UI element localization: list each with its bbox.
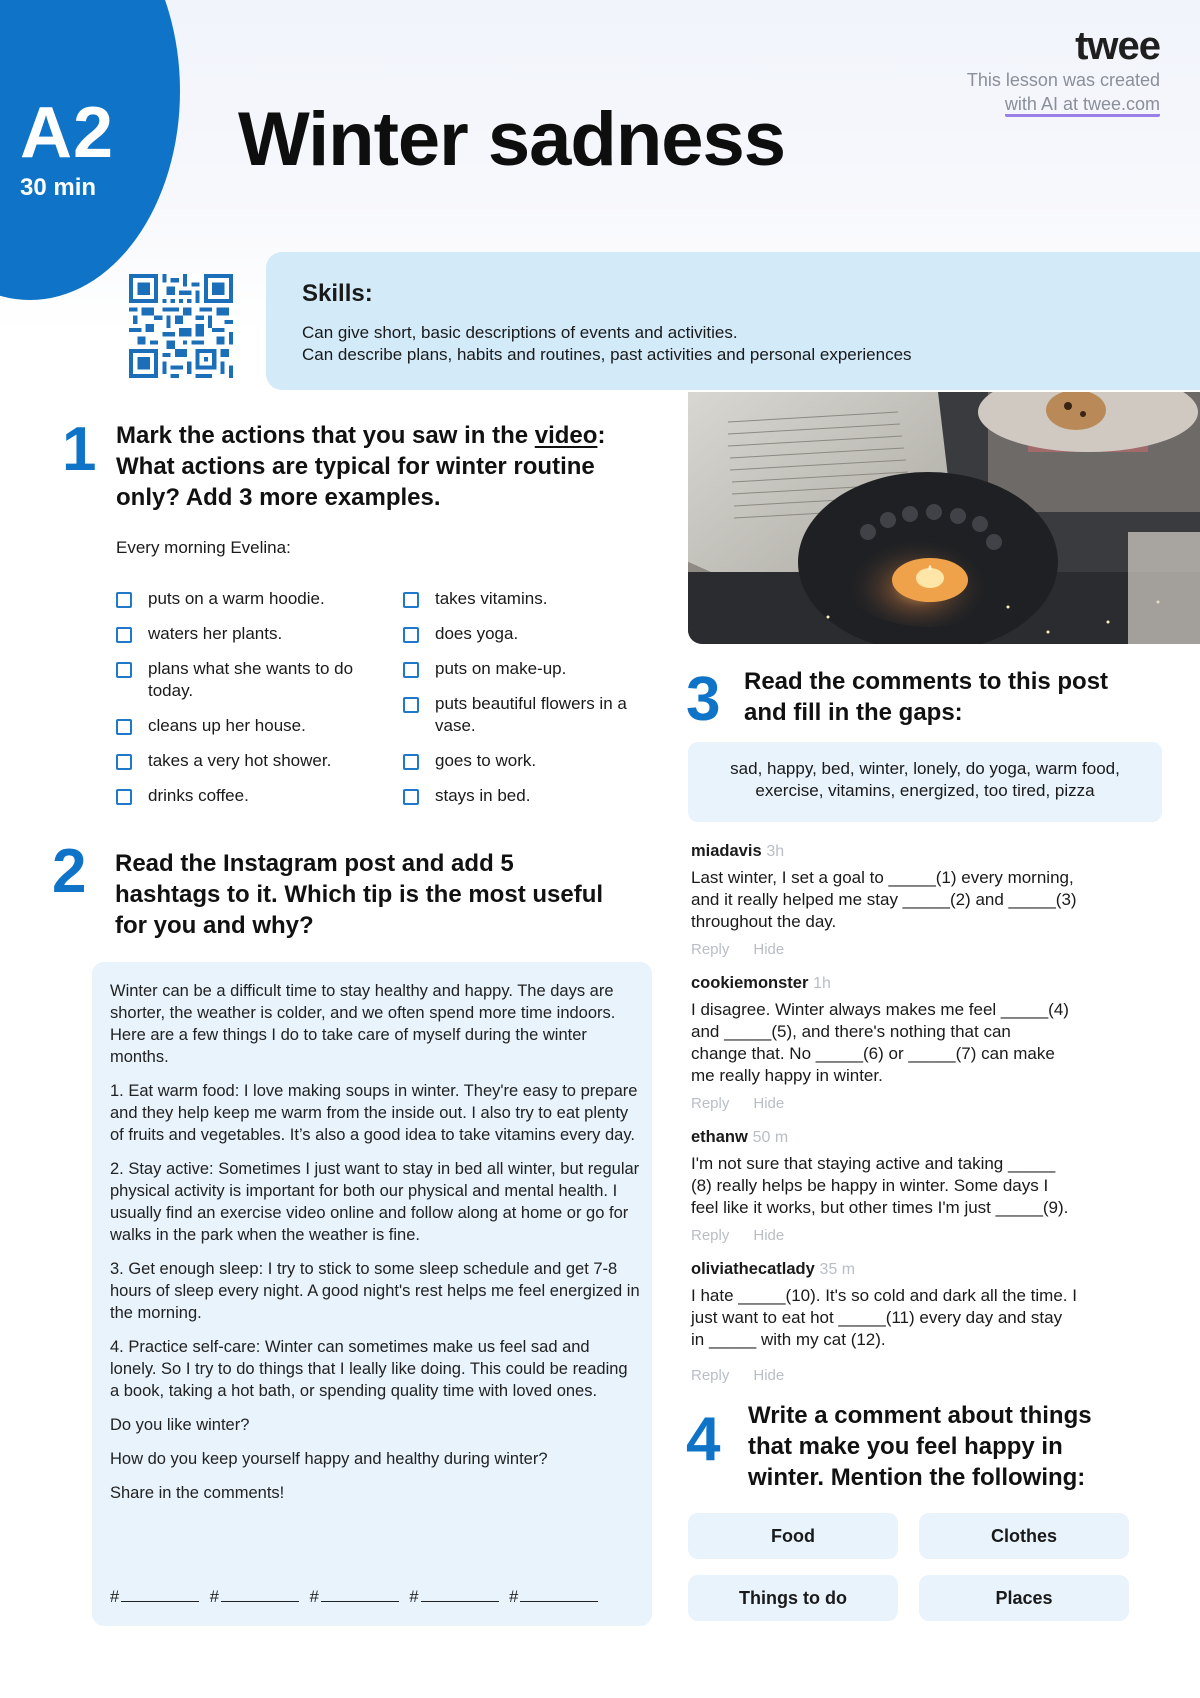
comment-line: Last winter, I set a goal to _____(1) every morning,: [691, 868, 1074, 887]
comment-username[interactable]: ethanw: [691, 1128, 748, 1146]
checklist-item[interactable]: [403, 785, 653, 807]
checklist-item[interactable]: [403, 658, 653, 680]
comment: [691, 840, 1131, 961]
section-4-number: 4: [686, 1405, 721, 1474]
skills-panel: [266, 252, 1200, 390]
hide-button[interactable]: Hide: [753, 1095, 785, 1112]
checkbox[interactable]: [116, 789, 132, 805]
checklist-item[interactable]: [403, 693, 633, 737]
skills-list: [302, 322, 912, 366]
hash-symbol: #: [409, 1588, 419, 1606]
comment-line: feel like it works, but other times I'm just _____(9).: [691, 1198, 1069, 1217]
qr-code-icon[interactable]: [129, 274, 233, 378]
post-paragraph: 4. Practice self-care: Winter can sometimes make us feel sad and lonely. So I try to do things that I leally like doing. This could be reading a book, taking a hot bath, or spending quality time with loved ones.: [110, 1338, 628, 1400]
title-text: :: [597, 422, 606, 449]
checklist-item[interactable]: [403, 623, 653, 645]
comment-line: me really happy in winter.: [691, 1066, 883, 1085]
comment: [691, 1258, 1131, 1387]
hashtag-input[interactable]: [221, 1587, 299, 1602]
checkbox[interactable]: [403, 697, 419, 713]
level-label: A2: [20, 93, 115, 173]
post-paragraph: Winter can be a difficult time to stay healthy and happy. The days are shorter, the weather is colder, and we often spend more time indoors. Here are a few things I do to take care of myself during the winter months.: [110, 982, 616, 1066]
chip-food[interactable]: Food: [688, 1513, 898, 1559]
checkbox[interactable]: [403, 627, 419, 643]
comment: [691, 972, 1131, 1115]
hashtag-blanks: [110, 1587, 604, 1607]
comment-time: 3h: [766, 843, 785, 860]
title-text: winter. Mention the following:: [748, 1464, 1086, 1491]
section-3-number: 3: [686, 665, 721, 734]
comment-line: I hate _____(10). It's so cold and dark all the time. I: [691, 1286, 1077, 1305]
section-1-title: [116, 420, 676, 513]
section-4-title: [748, 1400, 1188, 1493]
section-2-number: 2: [52, 837, 87, 906]
hide-button[interactable]: Hide: [753, 1367, 785, 1384]
checklist-item[interactable]: [116, 658, 386, 702]
comment-line: I'm not sure that staying active and taking _____: [691, 1154, 1056, 1173]
title-text: What actions are typical for winter routine: [116, 453, 595, 480]
comment: [691, 1126, 1131, 1247]
checkbox[interactable]: [403, 662, 419, 678]
comment-time: 35 m: [819, 1261, 856, 1278]
item-label: does yoga.: [435, 624, 519, 643]
word-bank-line: exercise, vitamins, energized, too tired, pizza: [755, 781, 1095, 800]
item-label: takes a very hot shower.: [148, 751, 332, 770]
comment-line: and it really helped me stay _____(2) and _____(3): [691, 890, 1077, 909]
post-body: [110, 980, 640, 1516]
hash-symbol: #: [509, 1588, 519, 1606]
checkbox[interactable]: [403, 789, 419, 805]
hash-symbol: #: [209, 1588, 219, 1606]
checklist-item[interactable]: [116, 715, 406, 737]
checklist-item[interactable]: [116, 588, 406, 610]
checklist-item[interactable]: [403, 750, 653, 772]
chip-clothes[interactable]: Clothes: [919, 1513, 1129, 1559]
comment-text: [691, 1153, 1131, 1219]
instagram-post: [92, 962, 652, 1626]
skills-title: Skills:: [302, 280, 373, 307]
comment-line: just want to eat hot _____(11) every day and stay: [691, 1308, 1063, 1327]
comment-line: and _____(5), and there's nothing that can: [691, 1022, 1011, 1041]
skill-line: Can describe plans, habits and routines, past activities and personal experiences: [302, 345, 912, 364]
word-bank: [688, 742, 1162, 822]
twee-logo[interactable]: twee: [1075, 24, 1160, 68]
item-label: cleans up her house.: [148, 716, 306, 735]
checklist-item[interactable]: [403, 588, 653, 610]
hashtag-input[interactable]: [321, 1587, 399, 1602]
checkbox[interactable]: [116, 627, 132, 643]
item-label: waters her plants.: [148, 624, 283, 643]
checklist-item[interactable]: [116, 785, 406, 807]
item-label: stays in bed.: [435, 786, 531, 805]
comment-text: [691, 1285, 1131, 1351]
checkbox[interactable]: [116, 662, 132, 678]
hide-button[interactable]: Hide: [753, 941, 785, 958]
hashtag-input[interactable]: [421, 1587, 499, 1602]
item-label: goes to work.: [435, 751, 537, 770]
title-text: that make you feel happy in: [748, 1433, 1063, 1460]
hash-symbol: #: [309, 1588, 319, 1606]
title-text: Mark the actions that you saw in the: [116, 422, 535, 449]
item-label: plans what she wants to do today.: [148, 659, 354, 700]
comment-text: [691, 867, 1131, 933]
chip-places[interactable]: Places: [919, 1575, 1129, 1621]
video-link[interactable]: video: [534, 422, 598, 449]
winter-book-candle-photo: [688, 392, 1200, 644]
section-3-title: [744, 666, 1184, 728]
reply-button[interactable]: Reply: [691, 1367, 730, 1384]
skill-line: Can give short, basic descriptions of events and activities.: [302, 323, 738, 342]
checkbox[interactable]: [403, 754, 419, 770]
post-paragraph: 3. Get enough sleep: I try to stick to some sleep schedule and get 7-8 hours of sleep every night. A good night's rest helps me feel energized in the morning.: [110, 1260, 640, 1322]
reply-button[interactable]: Reply: [691, 1095, 730, 1112]
post-paragraph: Share in the comments!: [110, 1484, 285, 1502]
page-title: Winter sadness: [238, 97, 786, 182]
duration-label: 30 min: [20, 174, 97, 201]
comment-username[interactable]: miadavis: [691, 842, 762, 860]
reply-button[interactable]: Reply: [691, 941, 730, 958]
credit-line-1: This lesson was created: [966, 70, 1160, 90]
checkbox[interactable]: [116, 592, 132, 608]
comment-text: [691, 999, 1131, 1087]
item-label: puts beautiful flowers in a vase.: [435, 694, 627, 735]
credit-link[interactable]: with AI at twee.com: [1005, 94, 1160, 117]
comment-line: in _____ with my cat (12).: [691, 1330, 886, 1349]
hashtag-input[interactable]: [121, 1587, 199, 1602]
post-paragraph: Do you like winter?: [110, 1416, 250, 1434]
section-2-title: [115, 848, 675, 941]
comment-line: I disagree. Winter always makes me feel _____(4): [691, 1000, 1069, 1019]
post-paragraph: 2. Stay active: Sometimes I just want to stay in bed all winter, but regular physical activity is important for both our physical and mental health. I usually find an exercise video online and follow along at home or go for walks in the park when the weather is fine.: [110, 1160, 640, 1244]
hide-button[interactable]: Hide: [753, 1227, 785, 1244]
task-intro: Every morning Evelina:: [116, 538, 291, 557]
comment-line: (8) really helps be happy in winter. Some days I: [691, 1176, 1049, 1195]
comment-time: 50 m: [752, 1129, 789, 1146]
comment-line: throughout the day.: [691, 912, 837, 931]
item-label: takes vitamins.: [435, 589, 548, 608]
word-bank-line: sad, happy, bed, winter, lonely, do yoga, warm food,: [730, 759, 1120, 778]
item-label: drinks coffee.: [148, 786, 249, 805]
hash-symbol: #: [110, 1588, 120, 1606]
title-text: hashtags to it. Which tip is the most useful: [115, 881, 604, 908]
title-text: for you and why?: [115, 912, 314, 939]
title-text: Write a comment about things: [748, 1402, 1092, 1429]
comment-time: 1h: [813, 975, 831, 992]
item-label: puts on a warm hoodie.: [148, 589, 325, 608]
title-text: only? Add 3 more examples.: [116, 484, 441, 511]
title-text: Read the comments to this post: [744, 668, 1109, 695]
section-1-number: 1: [62, 415, 97, 484]
title-text: Read the Instagram post and add 5: [115, 850, 514, 877]
checklist-item[interactable]: [116, 623, 406, 645]
chip-things-to-do[interactable]: Things to do: [688, 1575, 898, 1621]
hashtag-input[interactable]: [520, 1587, 598, 1602]
checkbox[interactable]: [116, 754, 132, 770]
comment-line: change that. No _____(6) or _____(7) can make: [691, 1044, 1055, 1063]
credit-text: [967, 68, 1160, 117]
post-paragraph: 1. Eat warm food: I love making soups in winter. They're easy to prepare and they help keep me warm from the inside out. I also try to eat plenty of fruits and vegetables. It’s also a good idea to take vitamins every day.: [110, 1082, 638, 1144]
comment-username[interactable]: oliviathecatlady: [691, 1260, 815, 1278]
checklist-item[interactable]: [116, 750, 406, 772]
checkbox[interactable]: [116, 719, 132, 735]
reply-button[interactable]: Reply: [691, 1227, 730, 1244]
item-label: puts on make-up.: [435, 659, 567, 678]
comment-username[interactable]: cookiemonster: [691, 974, 809, 992]
checkbox[interactable]: [403, 592, 419, 608]
title-text: and fill in the gaps:: [744, 699, 963, 726]
post-paragraph: How do you keep yourself happy and healthy during winter?: [110, 1450, 548, 1468]
